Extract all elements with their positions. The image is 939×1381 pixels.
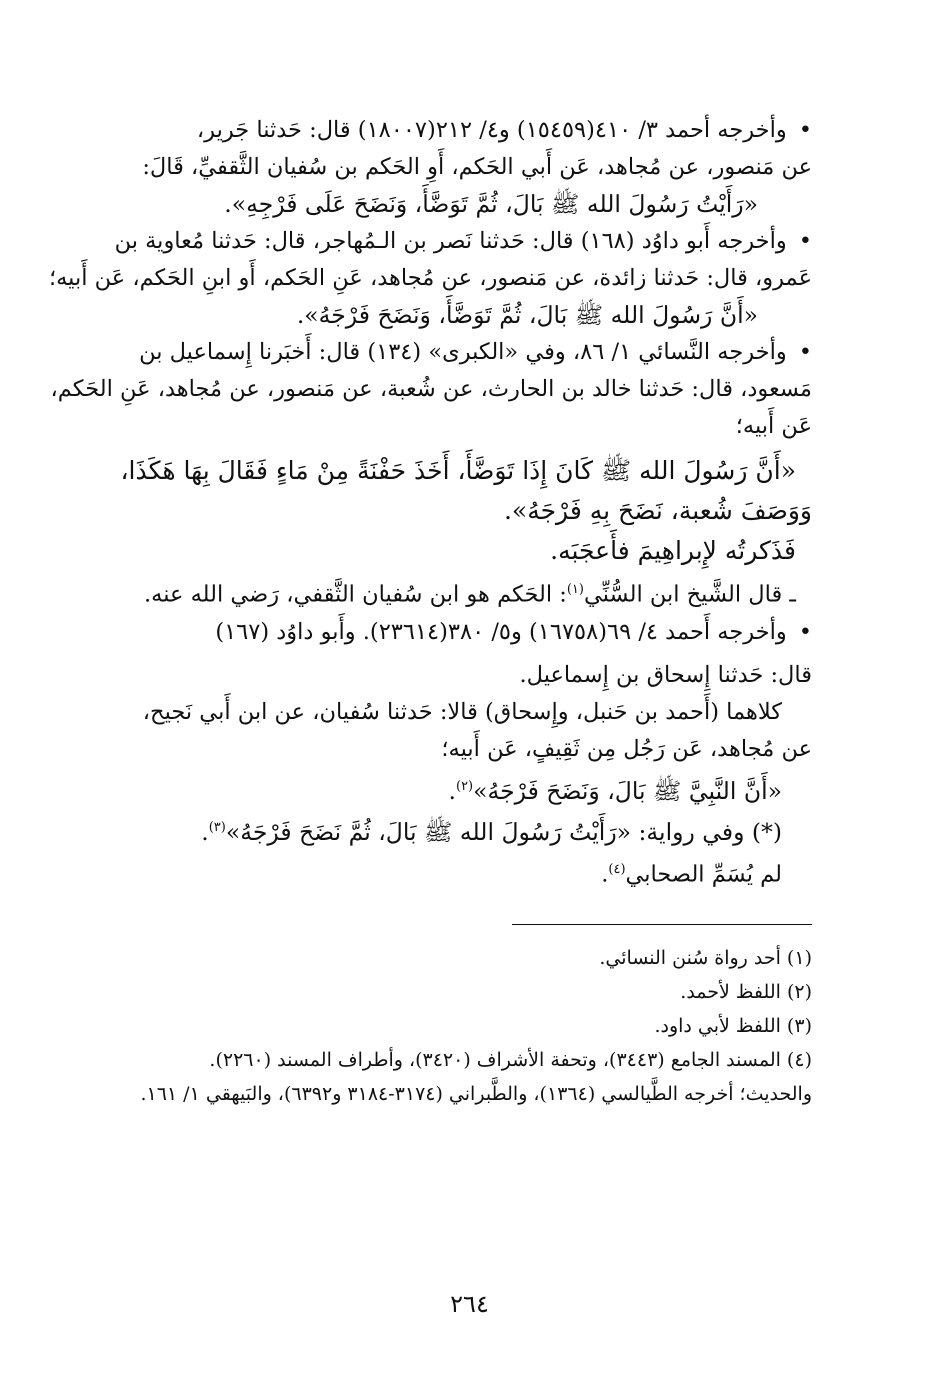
hadith-quote: «أَنَّ رَسُولَ الله ﷺ كَانَ إِذَا تَوَضَّأَ، أَخَذَ حَفْنَةً مِنْ مَاءٍ فَقَالَ بِهَا هَكَذَا، bbox=[120, 456, 796, 485]
footnote-divider bbox=[512, 924, 812, 925]
footnote: (٣) اللفظ لأبي داود. bbox=[654, 1014, 812, 1037]
footnote-marker: (٤) bbox=[608, 862, 626, 878]
text-line: عَمرو، قال: حَدثنا زائدة، عن مَنصور، عن مُجاهد، عَنِ الحَكم، أَو ابنِ الحَكم، عَن أَبيه؛ bbox=[48, 265, 812, 291]
footnote: (١) أحد رواة سُنن النسائي. bbox=[599, 946, 812, 969]
page-number: ٢٦٤ bbox=[450, 1290, 489, 1318]
text-line bbox=[70, 571, 812, 614]
hadith-quote: «أَنَّ رَسُولَ الله ﷺ بَالَ، ثُمَّ تَوَضَّأَ، وَنَضَحَ فَرْجَهُ». bbox=[296, 301, 758, 329]
footnote-marker: (٢) bbox=[455, 778, 474, 794]
text-segment: : الحَكم هو ابن سُفيان الثَّقفي، رَضي الله عنه. bbox=[144, 581, 567, 608]
text-segment: لم يُسَمِّ الصحابي bbox=[625, 861, 782, 888]
page-body bbox=[48, 112, 812, 1111]
footnote-marker: (١) bbox=[566, 582, 584, 597]
footnote: (٤) المسند الجامع (٣٤٤٣)، وتحفة الأشراف (٣٤٢٠)، وأطراف المسند (٢٢٦٠). bbox=[209, 1048, 812, 1071]
text-segment: «أَنَّ النَّبِيَّ ﷺ بَالَ، وَنَضَحَ فَرْجَهُ» bbox=[473, 776, 782, 805]
text-line: لم يُسَمِّ الصحابي$^{(٤)}$. bbox=[601, 861, 782, 888]
text-line: عَن أَبيه؛ bbox=[735, 413, 812, 439]
text-segment: (*) وفي رواية: «رَأَيْتُ رَسُولَ الله ﷺ بَالَ، ثُمَّ نَضَحَ فَرْجَهُ» bbox=[225, 818, 782, 847]
hadith-quote: (*) وفي رواية: «رَأَيْتُ رَسُولَ الله ﷺ بَالَ، ثُمَّ نَضَحَ فَرْجَهُ»$^{(٣)}$. bbox=[201, 818, 782, 847]
text-line: عن مُجاهد، عَن رَجُل مِن ثَقِيفٍ، عَن أَبيه؛ bbox=[441, 735, 812, 762]
text-line: • وأخرجه أَبو داوُد (١٦٨) قال: حَدثنا نَصر بن الـمُهاجر، قال: حَدثنا مُعاوية بن bbox=[70, 223, 812, 260]
footnote-marker: (٣) bbox=[208, 820, 226, 836]
text-line: قال: حَدثنا إِسحاق بن إِسماعيل. bbox=[519, 661, 812, 688]
text-line: • وأخرجه أَحمد ٤/ ٦٩(١٦٧٥٨) و٥/ ٣٨٠(٢٣٦١٤). وأَبو داوُد (١٦٧) bbox=[70, 614, 812, 651]
text-line: كلاهما (أَحمد بن حَنبل، وإِسحاق) قالا: حَدثنا سُفيان، عن ابن أَبي نَجيح، bbox=[142, 698, 782, 725]
text-line: فَذَكرتُه لإِبراهِيمَ فأَعجَبَه. bbox=[550, 536, 796, 565]
text-line: عن مَنصور، عن مُجاهد، عَن أَبي الحَكم، أَوِ الحَكم بن سُفيان الثَّقفيِّ، قَالَ: bbox=[142, 154, 812, 180]
footnote: (٢) اللفظ لأحمد. bbox=[680, 980, 812, 1003]
text-line: مَسعود، قال: حَدثنا خالد بن الحارث، عن شُعبة، عن مَنصور، عن مُجاهد، عَنِ الحَكم، bbox=[50, 376, 812, 402]
text-line: • وأخرجه النَّسائي ١/ ٨٦، وفي «الكبرى» (١٣٤) قال: أَخبَرنا إِسماعيل بن bbox=[70, 334, 812, 371]
text-line: • وأخرجه أحمد ٣/ ٤١٠(١٥٤٥٩) و٤/ ٢١٢(١٨٠٠٧) قال: حَدثنا جَرير، bbox=[70, 112, 812, 149]
footnote: والحديث؛ أخرجه الطَّيالسي (١٣٦٤)، والطَّبراني (٣١٧٤-٣١٨٤ و٦٣٩٢)، والبَيهقي ١/ ١٦١. bbox=[140, 1082, 812, 1105]
hadith-quote: «رَأَيْتُ رَسُولَ الله ﷺ بَالَ، ثُمَّ تَوَضَّأَ، وَنَضَحَ عَلَى فَرْجِهِ». bbox=[224, 190, 758, 218]
text-segment: ـ قال الشَّيخ ابن السُّنِّي bbox=[583, 581, 796, 608]
hadith-quote: وَوَصَفَ شُعبة، نَضَحَ بِهِ فَرْجَهُ». bbox=[503, 496, 812, 525]
hadith-quote: «أَنَّ النَّبِيَّ ﷺ بَالَ، وَنَضَحَ فَرْجَهُ»$^{(٢)}$. bbox=[448, 776, 782, 805]
